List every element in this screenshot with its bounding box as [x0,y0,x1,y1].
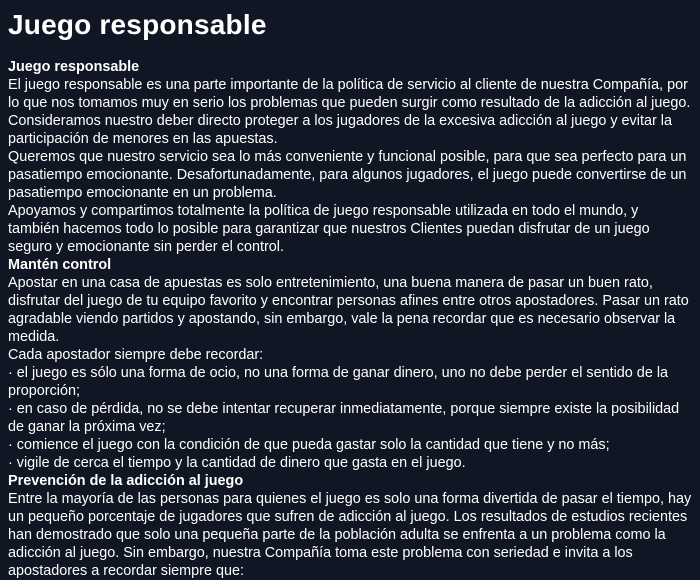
section-heading: Juego responsable [8,59,140,75]
content-body [8,58,692,580]
page-title: Juego responsable [8,9,267,40]
section-juego-responsable [8,58,692,256]
list-item: · el juego es sólo una forma de ocio, no una forma de ganar dinero, uno no debe perder el sentido de la proporción; [8,365,669,399]
list-item: · en caso de pérdida, no se debe intentar recuperar inmediatamente, porque siempre existe la posibilidad de ganar la próxima vez; [8,401,680,435]
list-item: · comience el juego con la condición de que pueda gastar solo la cantidad que tiene y no más; [8,437,610,453]
section-prevencion-adiccion [8,472,692,580]
paragraph: Apoyamos y compartimos totalmente la política de juego responsable utilizada en todo el mundo, y también hacemos todo lo posible para garantizar que nuestros Clientes puedan disfrutar de un juego seguro y emocionante sin perder el control. [8,203,650,255]
list-item: · vigile de cerca el tiempo y la cantidad de dinero que gasta en el juego. [8,455,466,471]
paragraph: Queremos que nuestro servicio sea lo más conveniente y funcional posible, para que sea perfecto para un pasatiempo emocionante. Desafortunadamente, para algunos jugadores, el juego puede convertirse de un pasatiempo emocionante en un problema. [8,149,687,201]
section-manten-control [8,256,692,472]
paragraph: El juego responsable es una parte importante de la política de servicio al cliente de nuestra Compañía, por lo que nos tomamos muy en serio los problemas que pueden surgir como resultado de la adicción al juego. Consideramos nuestro deber directo proteger a los jugadores de la excesiva adicción al juego y evitar la participación de menores en las apuestas. [8,77,691,147]
section-heading: Prevención de la adicción al juego [8,473,244,489]
paragraph: Cada apostador siempre debe recordar: [8,347,264,363]
section-heading: Mantén control [8,257,112,273]
paragraph: Apostar en una casa de apuestas es solo entretenimiento, una buena manera de pasar un buen rato, disfrutar del juego de tu equipo favorito y encontrar personas afines entre otros apostadores. Pasar un rato agradable viendo partidos y apostando, sin embargo, vale la pena recordar que es necesario observar la medida. [8,275,689,345]
paragraph: Entre la mayoría de las personas para quienes el juego es solo una forma divertida de pasar el tiempo, hay un pequeño porcentaje de jugadores que sufren de adicción al juego. Los resultados de estudios recientes han demostrado que solo una pequeña parte de la población adulta se enfrenta a un problema como la adicción al juego. Sin embargo, nuestra Compañía toma este problema con seriedad e invita a los apostadores a recordar siempre que: [8,491,692,579]
